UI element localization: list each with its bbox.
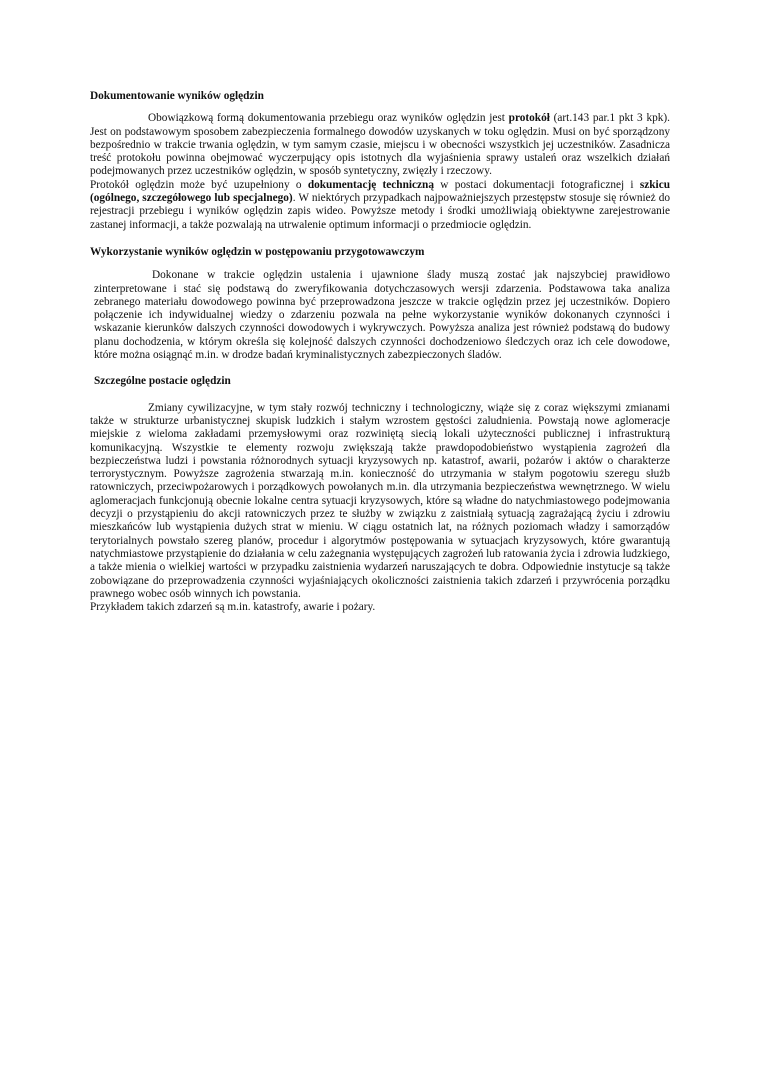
text-run: w postaci dokumentacji fotograficznej i — [433, 178, 640, 191]
bold-term-technical-documentation: dokumentację techniczną — [307, 178, 434, 191]
document-page — [90, 90, 670, 614]
section-title-usage: Wykorzystanie wyników oględzin w postępowaniu przygotowawczym — [90, 245, 425, 258]
bold-term-protocol: protokół — [508, 112, 550, 125]
text-run: Obowiązkową formą dokumentowania przebiegu oraz wyników oględzin jest — [148, 112, 509, 125]
paragraph-examples: Przykładem takich zdarzeń są m.in. katastrofy, awarie i pożary. — [90, 601, 376, 614]
text-run: (art.143 par.1 pkt 3 kpk). Jest on podstawowym sposobem zabezpieczenia formalnego dowodów uzyskanych w toku oględzin. Musi on być sporządzony bezpośrednio w trakcie trwania oględzin, w tym samym czasie, miejscu i w obecności wszystkich jej uczestników. Zasadnicza treść protokołu powinna obejmować wyczerpujący opis istotnych dla wyjaśnienia sprawy ustaleń oraz wszelkich działań podejmowanych przez uczestników oględzin, w sposób syntetyczny, zwięzły i rzeczowy. — [90, 112, 670, 178]
paragraph-protocol — [90, 112, 670, 178]
section-title-special-forms: Szczególne postacie oględzin — [94, 375, 231, 388]
paragraph-technical-documentation — [90, 179, 670, 232]
paragraph-civilization-changes: Zmiany cywilizacyjne, w tym stały rozwój techniczny i technologiczny, wiąże się z coraz większymi zmianami także w strukturze urbanistycznej skupisk ludzkich i stałym wzrostem gęstości zaludnienia. Powstają nowe aglomeracje miejskie z wieloma zakładami przemysłowymi oraz rozwiniętą siecią lokali użyteczności publicznej i infrastrukturą komunikacyjną. Wszystkie te elementy rozwoju zwiększają także prawdopodobieństwo wystąpienia zagrożeń dla bezpieczeństwa ludzi i powstania różnorodnych sytuacji kryzysowych np. katastrof, awarii, pożarów i aktów o charakterze terrorystycznym. Powyższe zagrożenia stwarzają m.in. konieczność do utrzymania w stałym pogotowiu szeregu służb ratowniczych, przeciwpożarowych i porządkowych powołanych m.in. dla utrzymania bezpieczeństwa wewnętrznego. W wielu aglomeracjach funkcjonują obecnie lokalne centra sytuacji kryzysowych, które są władne do natychmiastowego podejmowania decyzji o przystąpieniu do akcji ratowniczych przez te służby w związku z zaistniałą sytuacją zagrażającą życiu i zdrowiu mieszkańców lub wystąpienia dużych strat w mieniu. W ciągu ostatnich lat, na różnych poziomach władzy i samorządów terytorialnych powstało szereg planów, procedur i algorytmów postępowania w sytuacjach kryzysowych, które gwarantują natychmiastowe przystąpienie do działania w celu zażegnania występujących zagrożeń lub ratowania życia i zdrowia ludzkiego, a także mienia o wielkiej wartości w przypadku zaistnienia wydarzeń naruszających te dobra. Odpowiednie instytucje są także zobowiązane do przeprowadzenia czynności wyjaśniających okoliczności zaistnienia takich zdarzeń i przywrócenia porządku prawnego wobec osób winnych ich powstania. — [90, 401, 670, 600]
section-usage-body — [90, 269, 670, 362]
text-run: Protokół oględzin może być uzupełniony o — [90, 178, 308, 191]
bold-term-sketch: szkicu (ogólnego, szczegółowego lub specjalnego) — [90, 178, 670, 205]
paragraph-analysis: Dokonane w trakcie oględzin ustalenia i ujawnione ślady muszą zostać jak najszybciej prawidłowo zinterpretowane i stać się podstawą do zweryfikowania dotychczasowych wersji zdarzenia. Podstawowa taka analiza zebranego materiału dowodowego powinna być przeprowadzona jeszcze w trakcie oględzin przez jej uczestników. Dopiero połączenie ich indywidualnej wiedzy o zdarzeniu pozwala na pełne wykorzystanie wyników dokonanych czynności i wskazanie kierunków dalszych czynności dowodowych i wykrywczych. Powyższa analiza jest również podstawą do budowy planu dochodzenia, w którym określa się kolejność dalszych czynności dochodzeniowo śledczych oraz ich cele dowodowe, które można osiągnąć m.in. w drodze badań kryminalistycznych zabezpieczonych śladów. — [94, 269, 670, 362]
section-title-documenting: Dokumentowanie wyników oględzin — [90, 90, 264, 102]
text-run: . W niektórych przypadkach najpoważniejszych przestępstw stosuje się również do rejestracji przebiegu i wyników oględzin zapis wideo. Powyższe metody i środki umożliwiają obiektywne zarejestrowanie zastanej informacji, a także pozwalają na utrwalenie optimum informacji o przedmiocie oględzin. — [90, 192, 671, 231]
